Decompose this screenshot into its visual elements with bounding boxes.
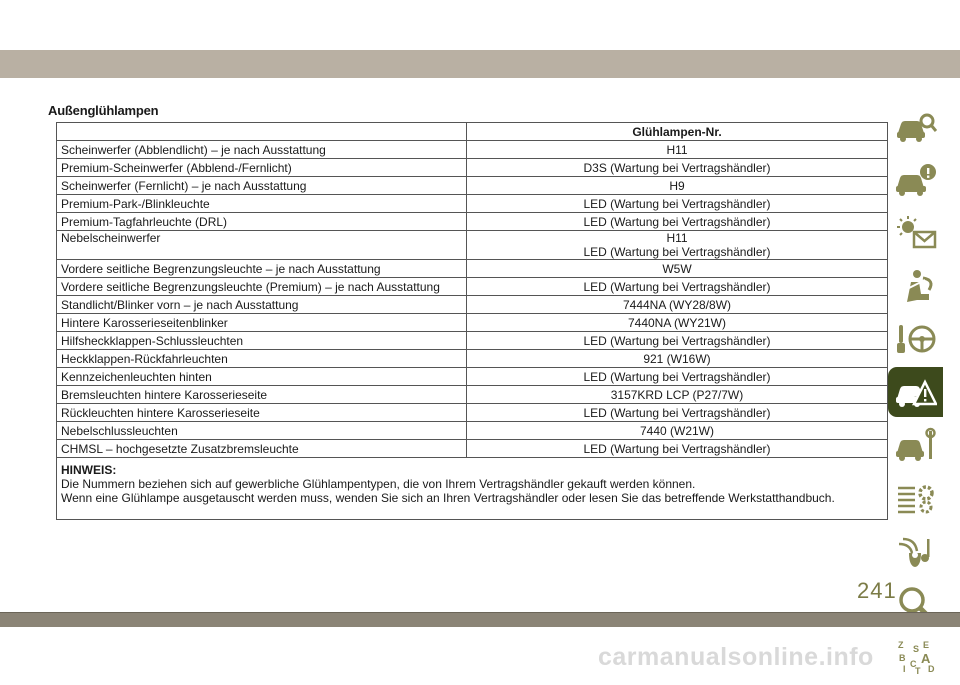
page-number: 241	[857, 578, 897, 603]
note-row	[57, 458, 888, 520]
bulb-number-cell	[467, 159, 888, 177]
top-band	[0, 50, 960, 78]
bulb-number-cell	[467, 213, 888, 231]
table-row	[57, 314, 888, 332]
bulb-location-cell: Nebelscheinwerfer	[57, 231, 467, 260]
index-letters-icon	[895, 639, 937, 675]
table-row	[57, 159, 888, 177]
nav-item-multimedia[interactable]	[888, 526, 943, 576]
watermark: carmanualsonline.info	[598, 643, 874, 671]
bulb-location-cell: Scheinwerfer (Abblendlicht) – je nach Ausstattung	[57, 141, 467, 159]
bulb-number-cell	[467, 350, 888, 368]
table-row	[57, 231, 888, 260]
bulb-number-value: H11	[666, 231, 688, 245]
bulb-number-cell	[467, 141, 888, 159]
nav-item-warning-lights[interactable]	[888, 208, 943, 258]
bulb-number-value: 7440 (W21W)	[639, 423, 715, 438]
bulb-number-value: H11	[666, 142, 688, 157]
car-service-tools-icon	[895, 427, 937, 463]
bulb-location-cell: Hintere Karosserieseitenblinker	[57, 314, 467, 332]
note-title: HINWEIS:	[61, 463, 117, 477]
table-row	[57, 422, 888, 440]
bulb-location-cell: Vordere seitliche Begrenzungsleuchte – je nach Ausstattung	[57, 260, 467, 278]
bulb-location-cell: Vordere seitliche Begrenzungsleuchte (Premium) – je nach Ausstattung	[57, 278, 467, 296]
index-letter-7: C	[909, 659, 916, 669]
table-row	[57, 332, 888, 350]
nav-item-car-info[interactable]	[888, 155, 943, 205]
table-row	[57, 440, 888, 458]
nav-item-car-emergency[interactable]	[888, 367, 943, 417]
note-cell	[57, 458, 888, 520]
table-row	[57, 386, 888, 404]
note-line-2: Wenn eine Glühlampe ausgetauscht werden muss, wenden Sie sich an Ihren Vertragshändler oder lesen Sie das betreffende Werkstatthandbuch.	[61, 491, 835, 505]
table-row	[57, 296, 888, 314]
table-header-bulb-number: Glühlampen-Nr.	[467, 123, 888, 141]
driving-steering-wheel-icon	[895, 321, 937, 357]
bulb-table	[56, 122, 888, 520]
bulb-location-cell: Heckklappen-Rückfahrleuchten	[57, 350, 467, 368]
table-header-empty	[57, 123, 467, 141]
bulb-number-value-alt: LED (Wartung bei Vertragshändler)	[583, 245, 771, 259]
index-letter-5: D	[927, 664, 934, 674]
bulb-location-cell: Rückleuchten hintere Karosserieseite	[57, 404, 467, 422]
table-row	[57, 141, 888, 159]
bulb-number-cell	[467, 177, 888, 195]
bulb-number-cell	[467, 231, 888, 260]
bulb-number-value: LED (Wartung bei Vertragshändler)	[583, 369, 771, 384]
table-row	[57, 260, 888, 278]
bulb-location-cell: Scheinwerfer (Fernlicht) – je nach Ausstattung	[57, 177, 467, 195]
bulb-number-cell	[467, 296, 888, 314]
car-info-icon	[895, 162, 937, 198]
table-row	[57, 177, 888, 195]
table-row	[57, 368, 888, 386]
index-letter-8: T	[914, 666, 920, 675]
bulb-number-value: LED (Wartung bei Vertragshändler)	[583, 405, 771, 420]
nav-item-car-search[interactable]	[888, 102, 943, 152]
nav-item-car-service[interactable]	[888, 420, 943, 470]
table-row	[57, 350, 888, 368]
bulb-number-value: 7444NA (WY28/8W)	[622, 297, 732, 312]
nav-item-driving[interactable]	[888, 314, 943, 364]
bulb-location-cell: Premium-Park-/Blinkleuchte	[57, 195, 467, 213]
bulb-location-cell: Bremsleuchten hintere Karosserieseite	[57, 386, 467, 404]
bulb-number-value: LED (Wartung bei Vertragshändler)	[583, 333, 771, 348]
note-line-1: Die Nummern beziehen sich auf gewerbliche Glühlampentypen, die von Ihrem Vertragshändler gekauft werden können.	[61, 477, 696, 491]
seat-airbag-icon	[895, 268, 937, 304]
table-row	[57, 213, 888, 231]
section-title: Außenglühlampen	[48, 103, 159, 118]
bulb-location-cell: Premium-Scheinwerfer (Abblend-/Fernlicht)	[57, 159, 467, 177]
bulb-number-cell	[467, 368, 888, 386]
table-header-row	[57, 123, 888, 141]
bulb-number-cell	[467, 386, 888, 404]
bulb-number-cell	[467, 404, 888, 422]
index-letter-3: B	[898, 653, 905, 663]
index-letter-4: A	[920, 651, 930, 666]
bottom-band	[0, 613, 960, 627]
car-emergency-icon	[895, 374, 937, 410]
index-letter-6: I	[902, 664, 906, 674]
bulb-location-cell: Premium-Tagfahrleuchte (DRL)	[57, 213, 467, 231]
bulb-number-value: 921 (W16W)	[643, 351, 711, 366]
nav-item-specifications[interactable]	[888, 473, 943, 523]
bulb-number-value: LED (Wartung bei Vertragshändler)	[583, 441, 771, 456]
car-search-icon	[895, 109, 937, 145]
bulb-location-cell: Kennzeichenleuchten hinten	[57, 368, 467, 386]
bulb-number-cell	[467, 422, 888, 440]
bulb-number-cell	[467, 440, 888, 458]
bulb-number-value: W5W	[662, 261, 692, 276]
bulb-number-cell	[467, 195, 888, 213]
bulb-number-cell	[467, 314, 888, 332]
bulb-number-value: LED (Wartung bei Vertragshändler)	[583, 196, 771, 211]
bulb-number-cell	[467, 332, 888, 350]
index-letter-1: E	[922, 640, 929, 650]
table-row	[57, 404, 888, 422]
nav-item-seat-airbag[interactable]	[888, 261, 943, 311]
bulb-number-value: H9	[669, 178, 685, 193]
bulb-location-cell: CHMSL – hochgesetzte Zusatzbremsleuchte	[57, 440, 467, 458]
warning-light-message-icon	[895, 215, 937, 251]
bulb-number-value: 7440NA (WY21W)	[627, 315, 727, 330]
specifications-gears-icon	[895, 480, 937, 516]
bulb-number-value: LED (Wartung bei Vertragshändler)	[583, 214, 771, 229]
bulb-location-cell: Nebelschlussleuchten	[57, 422, 467, 440]
bulb-number-value: D3S (Wartung bei Vertragshändler)	[583, 160, 771, 175]
chapter-side-nav	[888, 102, 948, 685]
bulb-number-cell	[467, 278, 888, 296]
bulb-number-value: 3157KRD LCP (P27/7W)	[610, 387, 744, 402]
bulb-location-cell: Standlicht/Blinker vorn – je nach Ausstattung	[57, 296, 467, 314]
table-row	[57, 278, 888, 296]
bulb-number-value: LED (Wartung bei Vertragshändler)	[583, 279, 771, 294]
index-letter-2: S	[912, 644, 919, 654]
index-letter-0: Z	[897, 640, 903, 650]
bulb-location-cell: Hilfsheckklappen-Schlussleuchten	[57, 332, 467, 350]
table-row	[57, 195, 888, 213]
multimedia-music-icon	[895, 533, 937, 569]
nav-item-index[interactable]	[888, 632, 943, 682]
bulb-number-cell	[467, 260, 888, 278]
